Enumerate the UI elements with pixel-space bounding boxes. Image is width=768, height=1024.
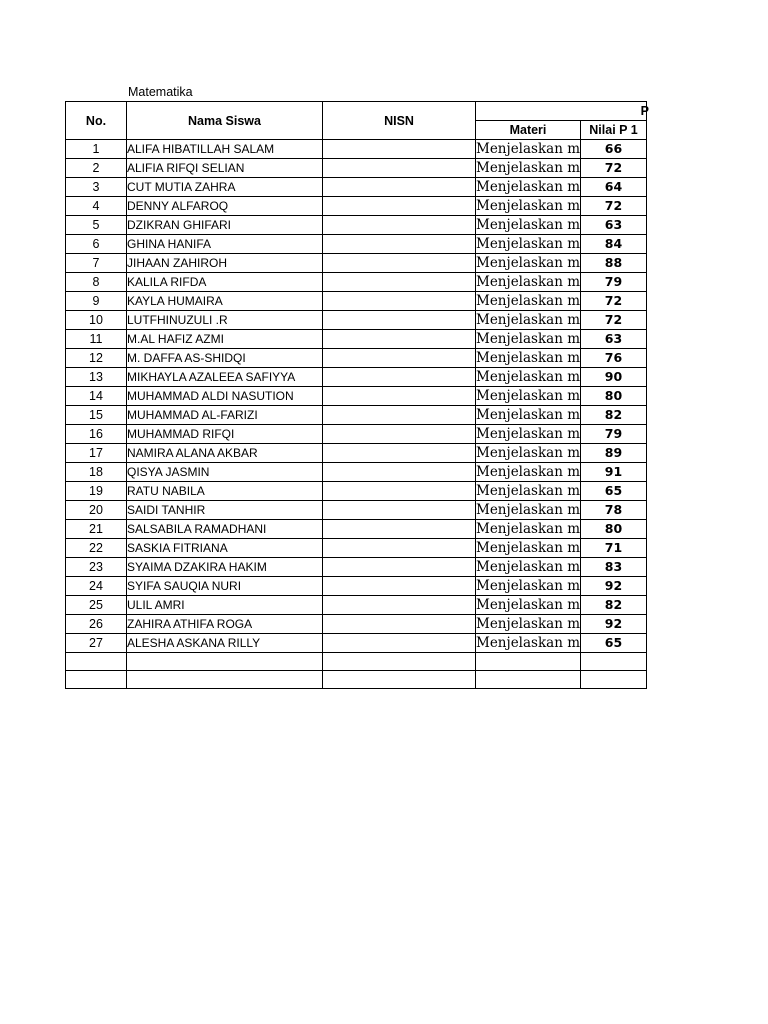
cell-name[interactable]: M. DAFFA AS-SHIDQI — [127, 349, 323, 368]
cell-no[interactable]: 13 — [66, 368, 127, 387]
cell-materi[interactable]: Menjelaskan m — [476, 217, 580, 233]
header-group[interactable] — [476, 102, 647, 121]
cell-name[interactable]: SYAIMA DZAKIRA HAKIM — [127, 558, 323, 577]
table-row — [66, 634, 647, 653]
cell-no[interactable]: 9 — [66, 292, 127, 311]
cell-nisn[interactable] — [323, 425, 476, 444]
cell-name[interactable] — [127, 653, 323, 671]
cell-name[interactable]: ALIFIA RIFQI SELIAN — [127, 159, 323, 178]
cell-materi[interactable]: Menjelaskan m — [476, 312, 580, 328]
cell-nilai[interactable]: 72 — [581, 159, 647, 178]
cell-nilai[interactable]: 76 — [581, 349, 647, 368]
table-row — [66, 235, 647, 254]
cell-no[interactable]: 12 — [66, 349, 127, 368]
header-nilai[interactable]: Nilai P 1 — [581, 121, 647, 140]
cell-name[interactable]: M.AL HAFIZ AZMI — [127, 330, 323, 349]
cell-nilai[interactable]: 78 — [581, 501, 647, 520]
table-row — [66, 330, 647, 349]
cell-nilai[interactable]: 79 — [581, 273, 647, 292]
cell-materi[interactable]: Menjelaskan m — [476, 274, 580, 290]
cell-no[interactable]: 3 — [66, 178, 127, 197]
cell-materi[interactable]: Menjelaskan m — [476, 388, 580, 404]
cell-nilai[interactable]: 82 — [581, 596, 647, 615]
table-row — [66, 615, 647, 634]
cell-no[interactable]: 27 — [66, 634, 127, 653]
table-row — [66, 368, 647, 387]
table-row — [66, 520, 647, 539]
cell-name[interactable]: MIKHAYLA AZALEEA SAFIYYA — [127, 368, 323, 387]
cell-materi[interactable]: Menjelaskan m — [476, 559, 580, 575]
cell-nisn[interactable] — [323, 558, 476, 577]
cell-name[interactable]: ALIFA HIBATILLAH SALAM — [127, 140, 323, 159]
cell-materi[interactable]: Menjelaskan m — [476, 255, 580, 271]
cell-no[interactable] — [66, 653, 127, 671]
cell-nilai[interactable]: 79 — [581, 425, 647, 444]
cell-materi[interactable]: Menjelaskan m — [476, 426, 580, 442]
cell-no[interactable]: 8 — [66, 273, 127, 292]
cell-materi[interactable] — [476, 653, 581, 671]
cell-name[interactable]: KALILA RIFDA — [127, 273, 323, 292]
cell-name[interactable]: GHINA HANIFA — [127, 235, 323, 254]
cell-no[interactable]: 1 — [66, 140, 127, 159]
cell-nilai[interactable]: 89 — [581, 444, 647, 463]
cell-nisn[interactable] — [323, 368, 476, 387]
table-row — [66, 197, 647, 216]
cell-nisn[interactable] — [323, 482, 476, 501]
cell-nisn[interactable] — [323, 140, 476, 159]
cell-nilai[interactable]: 63 — [581, 216, 647, 235]
cell-nisn[interactable] — [323, 159, 476, 178]
cell-no[interactable] — [66, 671, 127, 689]
cell-nilai[interactable]: 92 — [581, 577, 647, 596]
cell-nisn[interactable] — [323, 501, 476, 520]
table-row — [66, 311, 647, 330]
cell-no[interactable]: 26 — [66, 615, 127, 634]
cell-materi[interactable]: Menjelaskan m — [476, 578, 580, 594]
cell-no[interactable]: 25 — [66, 596, 127, 615]
cell-materi[interactable]: Menjelaskan m — [476, 597, 580, 613]
cell-nisn[interactable] — [323, 671, 476, 689]
header-nisn[interactable]: NISN — [323, 102, 476, 140]
table-row — [66, 387, 647, 406]
cell-name[interactable]: LUTFHINUZULI .R — [127, 311, 323, 330]
table-row — [66, 349, 647, 368]
cell-materi[interactable]: Menjelaskan m — [476, 331, 580, 347]
cell-name[interactable]: ZAHIRA ATHIFA ROGA — [127, 615, 323, 634]
cell-no[interactable]: 4 — [66, 197, 127, 216]
cell-nilai[interactable]: 72 — [581, 311, 647, 330]
cell-name[interactable]: ULIL AMRI — [127, 596, 323, 615]
cell-nisn[interactable] — [323, 216, 476, 235]
header-no[interactable]: No. — [66, 102, 127, 140]
cell-nisn[interactable] — [323, 235, 476, 254]
cell-no[interactable]: 23 — [66, 558, 127, 577]
cell-no[interactable]: 11 — [66, 330, 127, 349]
sheet-title: Matematika — [128, 85, 193, 99]
header-name[interactable]: Nama Siswa — [127, 102, 323, 140]
cell-nilai[interactable]: 65 — [581, 634, 647, 653]
cell-no[interactable]: 2 — [66, 159, 127, 178]
cell-name[interactable]: SASKIA FITRIANA — [127, 539, 323, 558]
cell-nisn[interactable] — [323, 349, 476, 368]
cell-nilai[interactable]: 92 — [581, 615, 647, 634]
cell-nisn[interactable] — [323, 254, 476, 273]
cell-no[interactable]: 7 — [66, 254, 127, 273]
cell-name[interactable]: QISYA JASMIN — [127, 463, 323, 482]
cell-materi[interactable]: Menjelaskan m — [476, 540, 580, 556]
cell-materi[interactable]: Menjelaskan m — [476, 616, 580, 632]
cell-nisn[interactable] — [323, 634, 476, 653]
table-row — [66, 216, 647, 235]
cell-materi[interactable]: Menjelaskan m — [476, 236, 580, 252]
cell-nisn[interactable] — [323, 178, 476, 197]
cell-nilai[interactable]: 63 — [581, 330, 647, 349]
table-row — [66, 273, 647, 292]
cell-name[interactable] — [127, 671, 323, 689]
cell-nilai[interactable]: 84 — [581, 235, 647, 254]
cell-no[interactable]: 16 — [66, 425, 127, 444]
cell-nilai[interactable]: 72 — [581, 292, 647, 311]
cell-no[interactable]: 6 — [66, 235, 127, 254]
cell-name[interactable]: RATU NABILA — [127, 482, 323, 501]
cell-no[interactable]: 19 — [66, 482, 127, 501]
cell-nisn[interactable] — [323, 387, 476, 406]
table-row — [66, 292, 647, 311]
cell-nisn[interactable] — [323, 330, 476, 349]
cell-nisn[interactable] — [323, 596, 476, 615]
cell-nisn[interactable] — [323, 444, 476, 463]
cell-name[interactable]: MUHAMMAD RIFQI — [127, 425, 323, 444]
table-row — [66, 596, 647, 615]
cell-nisn[interactable] — [323, 653, 476, 671]
table-row — [66, 254, 647, 273]
cell-nilai[interactable]: 72 — [581, 197, 647, 216]
table-row — [66, 501, 647, 520]
cell-materi[interactable] — [476, 671, 581, 689]
cell-materi[interactable]: Menjelaskan m — [476, 407, 580, 423]
cell-name[interactable]: SAIDI TANHIR — [127, 501, 323, 520]
cell-nilai[interactable]: 65 — [581, 482, 647, 501]
cell-nisn[interactable] — [323, 577, 476, 596]
cell-name[interactable]: NAMIRA ALANA AKBAR — [127, 444, 323, 463]
table-row — [66, 178, 647, 197]
cell-materi[interactable]: Menjelaskan m — [476, 635, 580, 651]
cell-nilai[interactable] — [581, 653, 647, 671]
cell-materi[interactable]: Menjelaskan m — [476, 141, 580, 157]
header-group-label: P — [640, 104, 649, 118]
cell-materi[interactable]: Menjelaskan m — [476, 445, 580, 461]
cell-no[interactable]: 18 — [66, 463, 127, 482]
cell-name[interactable]: DENNY ALFAROQ — [127, 197, 323, 216]
cell-name[interactable]: KAYLA HUMAIRA — [127, 292, 323, 311]
cell-name[interactable]: SYIFA SAUQIA NURI — [127, 577, 323, 596]
cell-materi[interactable]: Menjelaskan m — [476, 293, 580, 309]
cell-name[interactable]: ALESHA ASKANA RILLY — [127, 634, 323, 653]
cell-nilai[interactable] — [581, 671, 647, 689]
table-row — [66, 558, 647, 577]
cell-materi[interactable]: Menjelaskan m — [476, 521, 580, 537]
table-header — [66, 102, 647, 140]
table-row — [66, 140, 647, 159]
cell-no[interactable]: 5 — [66, 216, 127, 235]
cell-materi[interactable]: Menjelaskan m — [476, 179, 580, 195]
table-row — [66, 671, 647, 689]
cell-no[interactable]: 21 — [66, 520, 127, 539]
cell-no[interactable]: 17 — [66, 444, 127, 463]
cell-materi[interactable]: Menjelaskan m — [476, 198, 580, 214]
cell-no[interactable]: 20 — [66, 501, 127, 520]
cell-no[interactable]: 10 — [66, 311, 127, 330]
table-row — [66, 539, 647, 558]
cell-nisn[interactable] — [323, 615, 476, 634]
cell-name[interactable]: MUHAMMAD ALDI NASUTION — [127, 387, 323, 406]
cell-materi[interactable]: Menjelaskan m — [476, 160, 580, 176]
cell-name[interactable]: JIHAAN ZAHIROH — [127, 254, 323, 273]
table-row — [66, 463, 647, 482]
table-row — [66, 577, 647, 596]
cell-nisn[interactable] — [323, 273, 476, 292]
cell-nilai[interactable]: 64 — [581, 178, 647, 197]
cell-materi[interactable]: Menjelaskan m — [476, 369, 580, 385]
cell-materi[interactable]: Menjelaskan m — [476, 502, 580, 518]
cell-nisn[interactable] — [323, 406, 476, 425]
cell-nisn[interactable] — [323, 520, 476, 539]
grade-table — [65, 101, 647, 689]
cell-nilai[interactable]: 80 — [581, 387, 647, 406]
cell-nisn[interactable] — [323, 292, 476, 311]
cell-nisn[interactable] — [323, 463, 476, 482]
cell-nisn[interactable] — [323, 197, 476, 216]
cell-nilai[interactable]: 83 — [581, 558, 647, 577]
cell-nilai[interactable]: 90 — [581, 368, 647, 387]
cell-nilai[interactable]: 66 — [581, 140, 647, 159]
cell-name[interactable]: DZIKRAN GHIFARI — [127, 216, 323, 235]
cell-no[interactable]: 24 — [66, 577, 127, 596]
cell-nilai[interactable]: 91 — [581, 463, 647, 482]
cell-no[interactable]: 14 — [66, 387, 127, 406]
cell-materi[interactable]: Menjelaskan m — [476, 464, 580, 480]
table-row — [66, 482, 647, 501]
cell-name[interactable]: CUT MUTIA ZAHRA — [127, 178, 323, 197]
table-row — [66, 159, 647, 178]
table-row — [66, 653, 647, 671]
cell-materi[interactable]: Menjelaskan m — [476, 483, 580, 499]
table-body — [66, 140, 647, 689]
cell-nilai[interactable]: 88 — [581, 254, 647, 273]
cell-nisn[interactable] — [323, 539, 476, 558]
table-row — [66, 425, 647, 444]
cell-nilai[interactable]: 82 — [581, 406, 647, 425]
cell-name[interactable]: MUHAMMAD AL-FARIZI — [127, 406, 323, 425]
cell-name[interactable]: SALSABILA RAMADHANI — [127, 520, 323, 539]
table-row — [66, 406, 647, 425]
cell-no[interactable]: 15 — [66, 406, 127, 425]
header-materi[interactable]: Materi — [476, 121, 581, 140]
cell-no[interactable]: 22 — [66, 539, 127, 558]
cell-materi[interactable]: Menjelaskan m — [476, 350, 580, 366]
cell-nilai[interactable]: 80 — [581, 520, 647, 539]
table-row — [66, 444, 647, 463]
cell-nisn[interactable] — [323, 311, 476, 330]
cell-nilai[interactable]: 71 — [581, 539, 647, 558]
